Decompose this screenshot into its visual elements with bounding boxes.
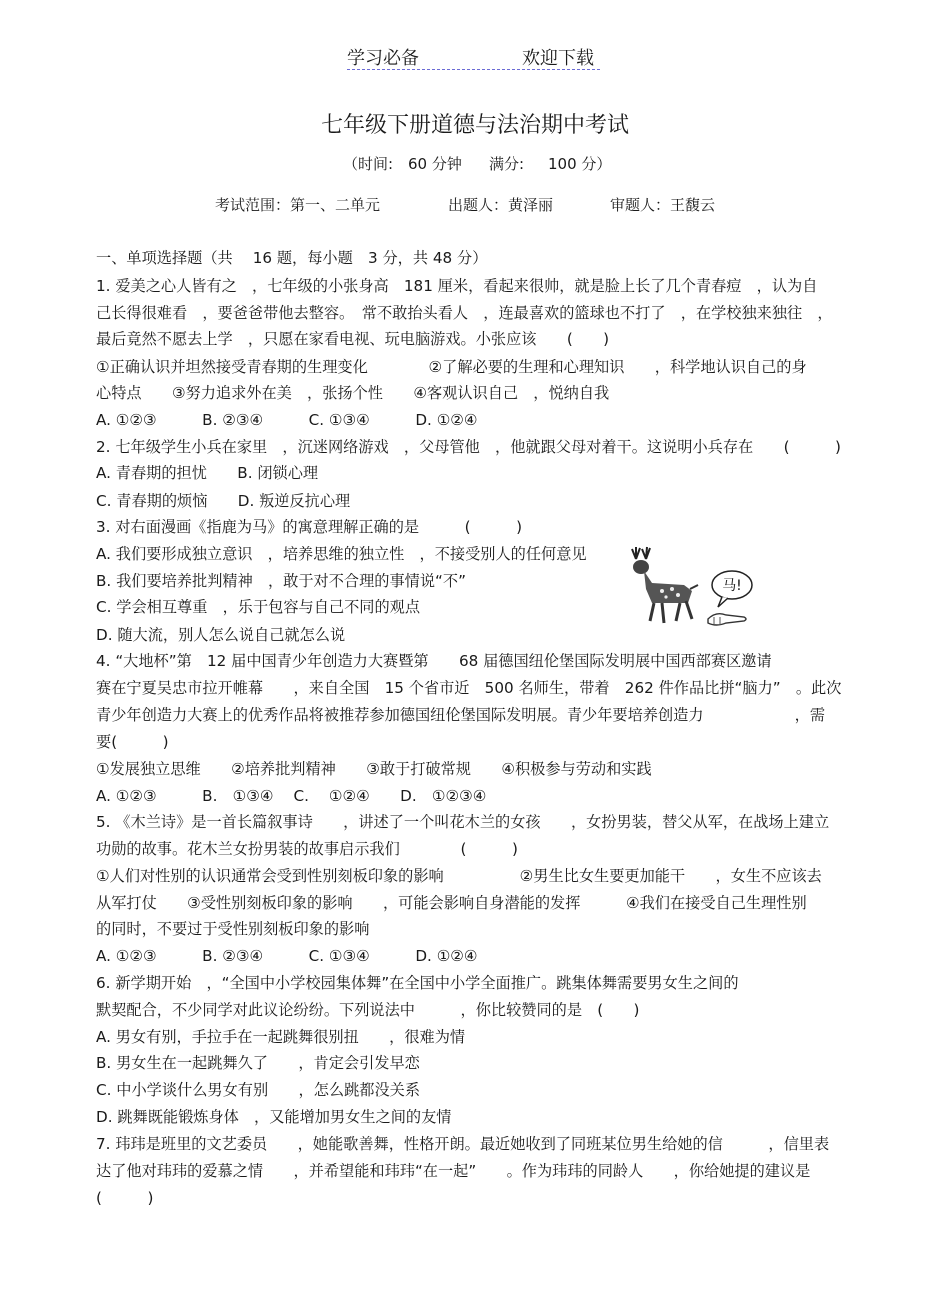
text-line: 6. 新学期开始 ，“全国中小学校园集体舞”在全国中小学全面推广。跳集体舞需要男女生之间的 — [96, 974, 739, 992]
text-line: 7. 玮玮是班里的文艺委员 ，她能歌善舞，性格开朗。最近她收到了同班某位男生给她的信 ，信里表 — [96, 1135, 830, 1153]
text-line: 4. “大地杯”第 12 届中国青少年创造力大赛暨第 68 届德国纽伦堡国际发明展中国西部赛区邀请 — [96, 652, 772, 670]
text-line: 赛在宁夏吴忠市拉开帷幕 ，来自全国 15 个省市近 500 名师生，带着 262 件作品比拼“脑力” 。此次 — [96, 679, 842, 697]
text-line: 的同时，不要过于受性别刻板印象的影响 — [96, 920, 370, 938]
exam-title: 七年级下册道德与法治期中考试 — [320, 113, 629, 138]
text-line: B. 男女生在一起跳舞久了 ，肯定会引发早恋 — [96, 1054, 420, 1072]
text-line: ( ) — [96, 1189, 154, 1207]
text-line: C. 青春期的烦恼 D. 叛逆反抗心理 — [96, 492, 351, 510]
text-line: 青少年创造力大赛上的优秀作品将被推荐参加德国纽伦堡国际发明展。青少年要培养创造力 ，需 — [96, 706, 825, 724]
text-line: C. 学会相互尊重 ，乐于包容与自己不同的观点 — [96, 598, 421, 616]
deer-icon — [622, 545, 762, 635]
text-line: 3. 对右面漫画《指鹿为马》的寓意理解正确的是 ( ) — [96, 518, 523, 536]
score-label: 满分: — [489, 155, 525, 173]
answer-options: A. ①②③ B. ①③④ C. ①②④ D. ①②③④ — [96, 787, 487, 805]
text-line: 最后竟然不愿去上学 ，只愿在家看电视、玩电脑游戏。小张应该 ( ) — [96, 330, 610, 348]
exam-scope: 考试范围：第一、二单元 — [215, 196, 381, 214]
text-line: 2. 七年级学生小兵在家里 ，沉迷网络游戏 ，父母管他 ，他就跟父母对着干。这说明小兵存在 ( ) — [96, 438, 841, 456]
deer-horse-cartoon — [622, 545, 762, 635]
text-line: A. 青春期的担忧 B. 闭锁心理 — [96, 464, 319, 482]
answer-options: A. ①②③ B. ②③④ C. ①③④ D. ①②④ — [96, 411, 478, 429]
header-right: 欢迎下载 — [522, 48, 594, 69]
text-line: 1. 爱美之心人皆有之 ，七年级的小张身高 181 厘米，看起来很帅，就是脸上长了几个青春痘 ，认为自 — [96, 277, 818, 295]
text-line: ①发展独立思维 ②培养批判精神 ③敢于打破常规 ④积极参与劳动和实践 — [96, 760, 652, 778]
answer-options: A. ①②③ B. ②③④ C. ①③④ D. ①②④ — [96, 947, 478, 965]
score-value: 100 分） — [548, 155, 612, 173]
time-label: （时间: — [343, 155, 394, 173]
text-line: A. 男女有别，手拉手在一起跳舞很别扭 ，很难为情 — [96, 1028, 466, 1046]
text-line: C. 中小学谈什么男女有别 ，怎么跳都没关系 — [96, 1081, 421, 1099]
speech-text: 马! — [722, 578, 742, 594]
section-heading: 一、单项选择题（共 16 题，每小题 3 分，共 48 分） — [96, 249, 488, 267]
time-value: 60 分钟 — [408, 155, 462, 173]
exam-author: 出题人：黄泽丽 — [448, 196, 554, 214]
text-line: 要( ) — [96, 733, 169, 751]
text-line: 5. 《木兰诗》是一首长篇叙事诗 ，讲述了一个叫花木兰的女孩 ，女扮男装，替父从军，在战场上建立 — [96, 813, 830, 831]
header-left: 学习必备 — [347, 48, 419, 69]
text-line: ①正确认识并坦然接受青春期的生理变化 ②了解必要的生理和心理知识 ，科学地认识自己的身 — [96, 358, 807, 376]
text-line: 默契配合，不少同学对此议论纷纷。下列说法中 ，你比较赞同的是 ( ) — [96, 1001, 640, 1019]
text-line: D. 跳舞既能锻炼身体 ，又能增加男女生之间的友情 — [96, 1108, 452, 1126]
text-line: 心特点 ③努力追求外在美 ，张扬个性 ④客观认识自己 ，悦纳自我 — [96, 384, 610, 402]
text-line: D. 随大流，别人怎么说自己就怎么说 — [96, 626, 346, 644]
text-line: 功勋的故事。花木兰女扮男装的故事启示我们 ( ) — [96, 840, 518, 858]
text-line: 己长得很难看 ，要爸爸带他去整容。 常不敢抬头看人 ，连最喜欢的篮球也不打了 ，在学校独来独往 ， — [96, 304, 833, 322]
text-line: 从军打仗 ③受性别刻板印象的影响 ，可能会影响自身潜能的发挥 ④我们在接受自己生理性别 — [96, 894, 807, 912]
exam-reviewer: 审题人：王馥云 — [610, 196, 716, 214]
text-line: ①人们对性别的认识通常会受到性别刻板印象的影响 ②男生比女生要更加能干 ，女生不应该去 — [96, 867, 822, 885]
text-line: A. 我们要形成独立意识 ，培养思维的独立性 ，不接受别人的任何意见 — [96, 545, 587, 563]
header-divider — [347, 69, 600, 70]
text-line: B. 我们要培养批判精神 ，敢于对不合理的事情说“不” — [96, 572, 466, 590]
text-line: 达了他对玮玮的爱慕之情 ，并希望能和玮玮“在一起” 。作为玮玮的同龄人 ，你给她提的建议是 — [96, 1162, 811, 1180]
